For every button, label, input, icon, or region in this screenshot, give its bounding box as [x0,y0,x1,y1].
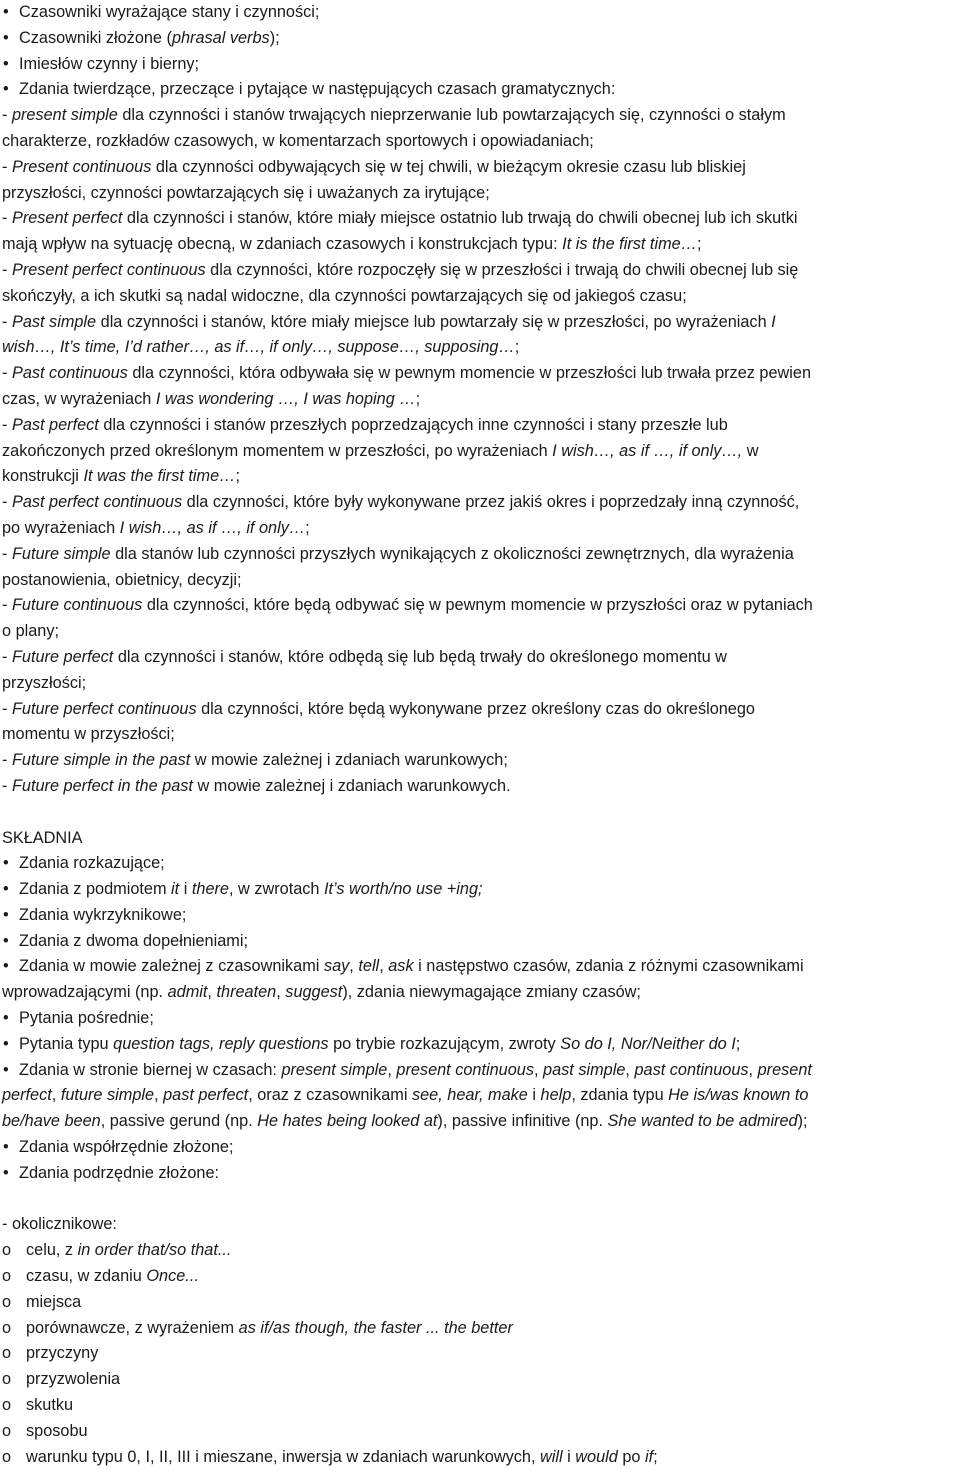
text-segment: konstrukcji [2,467,84,486]
bullet-item [0,903,960,929]
italic-text: if [645,1447,654,1466]
italic-text: Once... [146,1267,199,1286]
text-segment: , [387,1060,397,1079]
text-segment: i [179,880,192,899]
italic-text: He is/was known to [668,1086,809,1105]
sub-list-item [0,1264,960,1290]
sub-list-item [0,1316,960,1342]
text-segment: Zdania w mowie zależnej z czasownikami [19,957,324,976]
text-segment: Imiesłów czynny i bierny; [19,54,200,73]
bullet-item [0,1032,960,1058]
italic-text: Future perfect [11,647,114,666]
italic-text: I was wondering …, I was hoping … [155,389,416,408]
text-segment: skutku [26,1396,74,1415]
italic-text: She wanted to be admired [607,1112,798,1131]
italic-text: Present continuous [11,157,152,176]
italic-text: tell [358,957,380,976]
text-segment: Zdania rozkazujące; [19,854,165,873]
text-segment: Zdania w stronie biernej w czasach: [19,1060,282,1079]
text-line [0,206,960,232]
text-segment: , zdania typu [571,1086,669,1105]
italic-text: present continuous [396,1060,534,1079]
italic-text: It is the first time… [562,235,697,254]
text-line [0,516,960,542]
text-line [0,361,960,387]
italic-text: Past continuous [11,364,128,383]
text-line [0,284,960,310]
text-segment: - [2,364,12,383]
italic-text: ask [388,957,414,976]
text-segment: - [2,157,12,176]
text-segment: mają wpływ na sytuację obecną, w zdaniach czasowych i konstrukcjach typu: [2,235,563,254]
text-segment: po [617,1447,645,1466]
text-segment: Zdania współrzędnie złożone; [19,1138,234,1157]
text-segment: , oraz z czasownikami [248,1086,412,1105]
italic-text: Past perfect continuous [11,493,183,512]
italic-text: help [540,1086,572,1105]
bullet-item [0,877,960,903]
italic-text: Future simple [11,544,111,563]
text-segment: ); [269,28,280,47]
text-line [0,439,960,465]
italic-text: as if/as though, the faster ... the better [238,1318,513,1337]
text-line [0,181,960,207]
italic-text: be/have been [2,1112,101,1131]
text-segment: ; [415,389,421,408]
text-segment: i [527,1086,541,1105]
text-segment: - [2,776,12,795]
text-segment: ; [696,235,702,254]
bullet-item [0,77,960,103]
italic-text: Future continuous [11,596,143,615]
text-segment: , [748,1060,758,1079]
sub-list-item [0,1238,960,1264]
text-line [0,335,960,361]
italic-text: Future simple in the past [11,751,191,770]
text-segment: w mowie zależnej i zdaniach warunkowych. [192,776,511,795]
italic-text: Present perfect [11,209,123,228]
text-line [0,645,960,671]
text-segment: dla czynności i stanów przeszłych poprzedzających inne czynności i stany przeszłe lub [98,415,728,434]
text-line [0,748,960,774]
bullet-item [0,851,960,877]
text-segment: dla czynności, które były wykonywane przez jakiś okres i poprzedzały inną czynność, [182,493,800,512]
text-segment: - [2,544,12,563]
italic-text: Future perfect in the past [11,776,193,795]
text-segment: - [2,209,12,228]
blank-line [0,800,960,826]
text-segment: Pytania typu [19,1034,114,1053]
italic-text: Past perfect [11,415,99,434]
sub-list-item [0,1367,960,1393]
italic-text: Past simple [11,312,97,331]
text-segment: , [533,1060,544,1079]
text-segment: - [2,260,12,279]
text-segment: czas, w wyrażeniach [2,389,156,408]
text-segment: - [2,106,12,125]
bullet-item [0,954,960,980]
text-line [0,542,960,568]
text-segment: miejsca [26,1292,82,1311]
bullet-item [0,1006,960,1032]
text-segment: przyzwolenia [26,1370,121,1389]
italic-text: past simple [543,1060,626,1079]
text-segment: ; [235,467,240,486]
text-segment: - [2,312,12,331]
italic-text: admit [167,983,208,1002]
italic-text: So do I, Nor/Neither do I [560,1034,736,1053]
text-line [0,1083,960,1109]
text-line [0,980,960,1006]
italic-text: wish…, It’s time, I’d rather…, as if…, if only…, suppose…, supposing… [2,338,515,357]
italic-text: Present perfect continuous [11,260,206,279]
bullet-item [0,1135,960,1161]
sub-list-item [0,1445,960,1470]
text-line [0,1109,960,1135]
text-segment: i następstwo czasów, zdania z różnymi czasownikami [413,957,804,976]
italic-text: present [757,1060,812,1079]
text-line [0,774,960,800]
text-line [0,129,960,155]
italic-text: in order that/so that... [77,1241,232,1260]
text-segment: w [742,441,759,460]
italic-text: past perfect [163,1086,249,1105]
text-segment: , [625,1060,635,1079]
italic-text: future simple [60,1086,155,1105]
text-segment: dla stanów lub czynności przyszłych wynikających z okoliczności zewnętrznych, dla wyrażenia [110,544,794,563]
italic-text: present simple [281,1060,388,1079]
text-line [0,387,960,413]
text-segment: wprowadzającymi (np. [2,983,168,1002]
italic-text: it [171,880,180,899]
text-segment: Zdania wykrzyknikowe; [19,905,187,924]
italic-text: It was the first time… [83,467,236,486]
bullet-item [0,1058,960,1084]
italic-text: threaten [216,983,277,1002]
text-segment: - [2,415,12,434]
text-segment: Czasowniki złożone ( [19,28,172,47]
italic-text: He hates being looked at [257,1112,438,1131]
italic-text: will [540,1447,563,1466]
text-segment: dla czynności, które rozpoczęły się w przeszłości i trwają do chwili obecnej lub się [205,260,799,279]
text-segment: dla czynności i stanów trwających nieprzerwanie lub powtarzających się, czynności o stałym [117,106,786,125]
text-segment: warunku typu 0, I, II, III i mieszane, inwersja w zdaniach warunkowych, [26,1447,540,1466]
text-segment: - [2,596,12,615]
text-segment: , [276,983,286,1002]
text-line [0,232,960,258]
text-line [0,310,960,336]
text-line [0,568,960,594]
text-segment: - [2,751,12,770]
text-segment: porównawcze, z wyrażeniem [26,1318,239,1337]
bullet-item [0,0,960,26]
text-line [0,490,960,516]
bullet-item [0,929,960,955]
text-segment: przyszłości, czynności powtarzających się i uważanych za irytujące; [2,183,490,202]
text-line [0,826,960,852]
italic-text: there [191,880,229,899]
text-segment: ; [653,1447,658,1466]
text-segment: przyczyny [26,1344,99,1363]
text-segment: , [51,1086,61,1105]
text-segment: - okolicznikowe: [2,1215,117,1234]
text-segment: Zdania podrzędnie złożone: [19,1163,220,1182]
text-segment: charakterze, rozkładów czasowych, w komentarzach sportowych i opowiadaniach; [2,131,594,150]
text-segment: o plany; [2,622,60,641]
text-segment: skończyły, a ich skutki są nadal widoczne, dla czynności powtarzających się od jakiegoś czasu; [2,286,687,305]
text-segment: dla czynności, która odbywała się w pewnym momencie w przeszłości lub trwała przez pewien [127,364,812,383]
text-segment: ; [514,338,520,357]
text-segment: ; [735,1034,741,1053]
text-segment: czasu, w zdaniu [26,1267,147,1286]
italic-text: I wish…, as if …, if only…, [552,441,743,460]
text-segment: dla czynności i stanów, które miały miejsce ostatnio lub trwają do chwili obecnej lub ich skutki [122,209,798,228]
italic-text: I wish…, as if …, if only… [119,518,306,537]
text-line [0,103,960,129]
text-segment: postanowienia, obietnicy, decyzji; [2,570,242,589]
text-segment: , passive gerund (np. [100,1112,258,1131]
text-segment: ); [797,1112,808,1131]
italic-text: question tags, reply questions [113,1034,329,1053]
text-segment: zakończonych przed określonym momentem w przeszłości, po wyrażeniach [2,441,553,460]
text-segment: Zdania z dwoma dopełnieniami; [19,931,248,950]
text-line [0,722,960,748]
italic-text: I [771,312,776,331]
bullet-item [0,1161,960,1187]
text-segment: Zdania twierdzące, przeczące i pytające w następujących czasach gramatycznych: [19,80,616,99]
text-segment: dla czynności, które będą wykonywane przez określony czas do określonego [196,699,755,718]
text-segment: i [562,1447,576,1466]
text-line [0,697,960,723]
text-segment: ), zdania niewymagające zmiany czasów; [342,983,641,1002]
text-line [0,671,960,697]
text-segment: , w zwrotach [228,880,324,899]
text-segment: , [349,957,359,976]
text-segment: Zdania z podmiotem [19,880,172,899]
text-line [0,593,960,619]
sub-list-item [0,1393,960,1419]
italic-text: would [575,1447,618,1466]
text-segment: , [379,957,389,976]
text-segment: celu, z [26,1241,78,1260]
text-line [0,155,960,181]
text-segment: momentu w przyszłości; [2,725,175,744]
text-line [0,413,960,439]
text-segment: Pytania pośrednie; [19,1009,154,1028]
text-segment: sposobu [26,1421,88,1440]
bullet-item [0,26,960,52]
text-segment: , [207,983,217,1002]
text-segment: dla czynności odbywających się w tej chwili, w bieżącym okresie czasu lub bliskiej [151,157,746,176]
text-segment: SKŁADNIA [2,828,83,847]
text-segment: dla czynności i stanów, które miały miejsce lub powtarzały się w przeszłości, po wyrażeniach [96,312,772,331]
text-segment: - [2,699,12,718]
text-line [0,1212,960,1238]
text-segment: po wyrażeniach [2,518,120,537]
sub-list-item [0,1341,960,1367]
text-segment: w mowie zależnej i zdaniach warunkowych; [190,751,508,770]
text-segment: dla czynności, które będą odbywać się w pewnym momencie w przyszłości oraz w pytaniach [142,596,813,615]
bullet-item [0,52,960,78]
italic-text: say [323,957,350,976]
italic-text: present simple [11,106,118,125]
text-line [0,619,960,645]
italic-text: suggest [285,983,343,1002]
italic-text: Future perfect continuous [11,699,197,718]
italic-text: phrasal verbs [171,28,270,47]
text-line [0,258,960,284]
text-segment: dla czynności i stanów, które odbędą się lub będą trwały do określonego momentu w [113,647,727,666]
text-segment: , [154,1086,164,1105]
text-segment: przyszłości; [2,673,87,692]
text-segment: ), passive infinitive (np. [437,1112,608,1131]
italic-text: past continuous [634,1060,749,1079]
text-segment: ; [305,518,310,537]
italic-text: It’s worth/no use +ing; [324,880,483,899]
sub-list-item [0,1290,960,1316]
text-line [0,464,960,490]
text-segment: - [2,493,12,512]
italic-text: perfect [2,1086,52,1105]
italic-text: see, hear, make [411,1086,528,1105]
blank-line [0,1187,960,1213]
text-segment: po trybie rozkazującym, zwroty [328,1034,561,1053]
sub-list-item [0,1419,960,1445]
text-segment: Czasowniki wyrażające stany i czynności; [19,3,320,21]
text-segment: - [2,647,12,666]
